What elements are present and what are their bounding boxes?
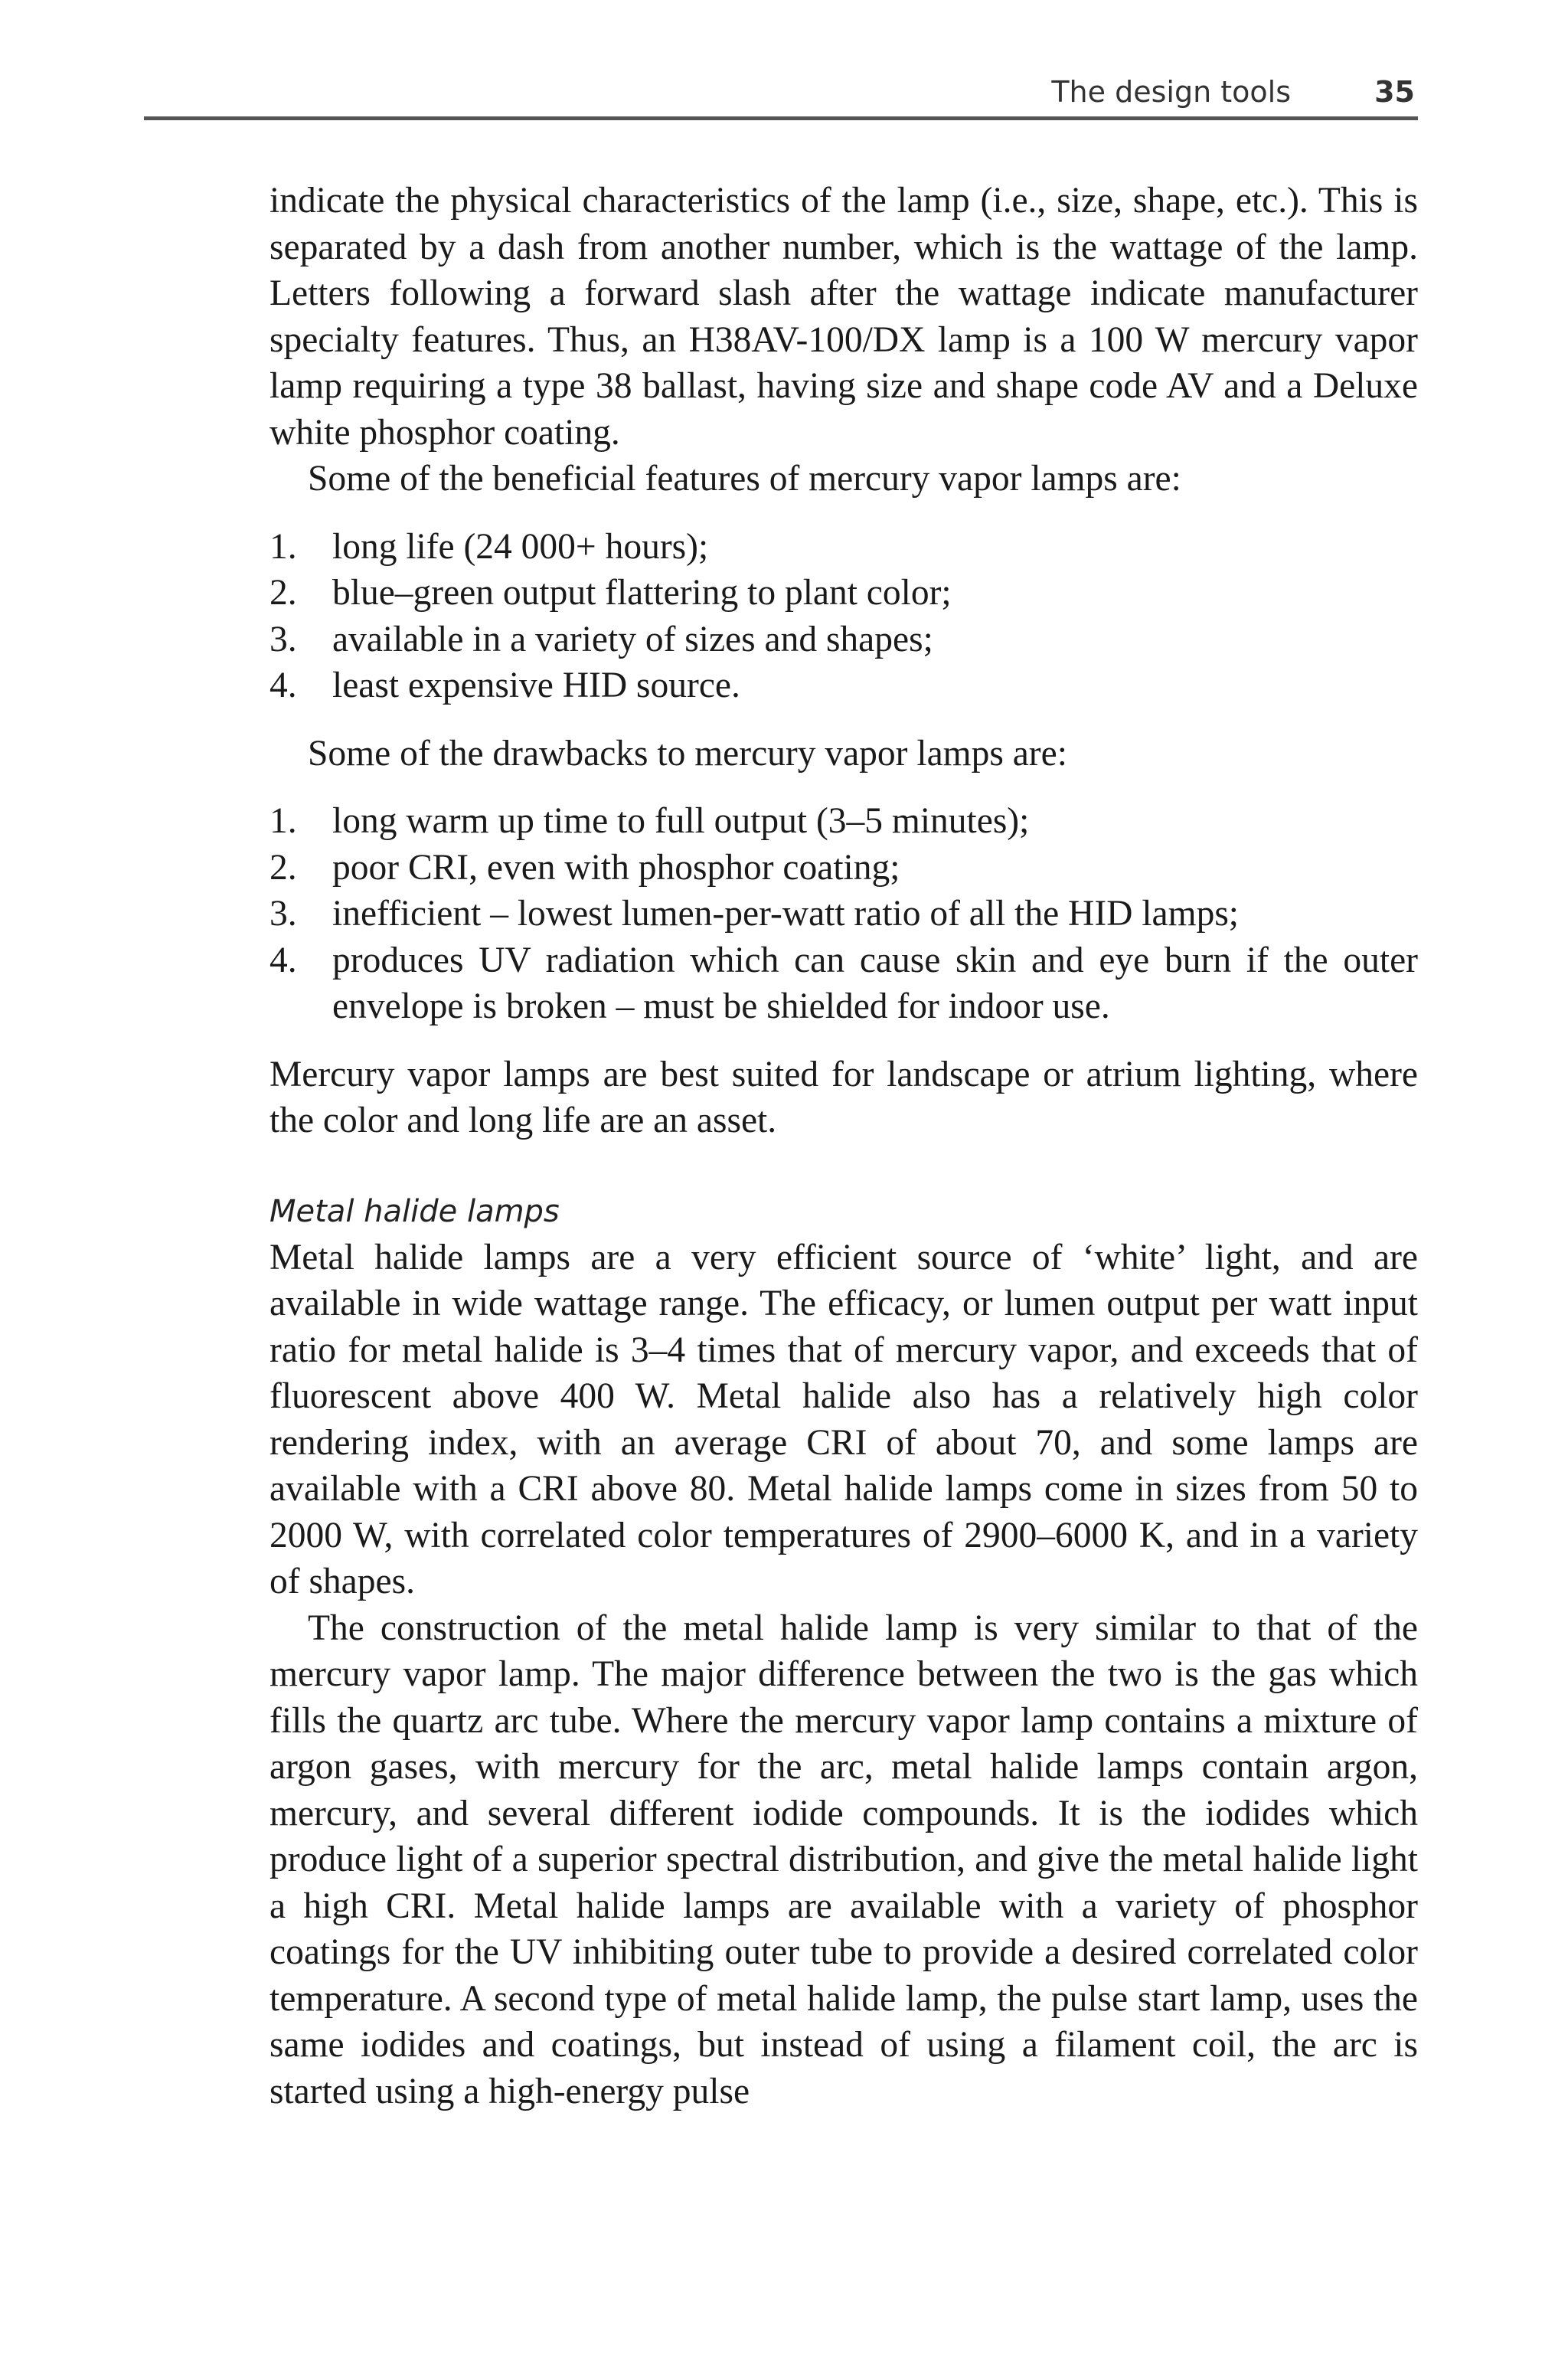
list-item (270, 937, 1418, 1030)
paragraph-benefits-intro: Some of the beneficial features of mercury vapor lamps are: (308, 459, 1181, 499)
list-number: 1. (270, 526, 297, 567)
list-item (270, 798, 1418, 845)
list-item (270, 662, 1418, 709)
list-number: 3. (270, 619, 297, 659)
list-number: 1. (270, 801, 297, 841)
list-number: 4. (270, 666, 297, 705)
list-item (270, 570, 1418, 617)
running-head-title: The design tools (1051, 75, 1291, 109)
list-text: blue–green output flattering to plant color; (332, 573, 952, 613)
list-text: poor CRI, even with phosphor coating; (332, 847, 900, 888)
running-header (144, 75, 1418, 115)
paragraph-metal-halide-construction: The construction of the metal halide lamp is very similar to that of the mercury vapor lamp. The major difference between the two is the gas which fills the quartz arc tube. Where the mercury vapor lamp contains a mixture of argon gases, with mercury for the arc, metal halide lamps contain argon, mercury, and several different iodide compounds. It is the iodides which produce light of a superior spectral distribution, and give the metal halide light a high CRI. Metal halide lamps are available with a variety of phosphor coatings for the UV inhibiting outer tube to provide a desired correlated color temperature. A second type of metal halide lamp, the pulse start lamp, uses the same iodides and coatings, but instead of using a filament coil, the arc is started using a high-energy pulse (270, 1608, 1418, 2111)
list-number: 2. (270, 573, 297, 613)
list-item (270, 524, 1418, 571)
body-text (270, 178, 1418, 2115)
list-text: available in a variety of sizes and shapes; (332, 619, 933, 659)
list-item (270, 845, 1418, 891)
benefits-list (270, 524, 1418, 709)
list-item (270, 617, 1418, 663)
list-text: produces UV radiation which can cause skin and eye burn if the outer envelope is broken – must be shielded for indoor use. (332, 940, 1418, 1026)
list-number: 4. (270, 940, 297, 980)
list-text: long life (24 000+ hours); (332, 526, 709, 567)
page-number: 35 (1374, 75, 1415, 109)
paragraph-lamp-code: indicate the physical characteristics of the lamp (i.e., size, shape, etc.). This is separated by a dash from another number, which is the wattage of the lamp. Letters following a forward slash after the wattage indicate manufacturer specialty features. Thus, an H38AV-100/DX lamp is a 100 W mercury vapor lamp requiring a type 38 ballast, having size and shape code AV and a Deluxe white phosphor coating. (270, 181, 1418, 453)
list-item (270, 891, 1418, 937)
list-text: least expensive HID source. (332, 666, 740, 705)
paragraph-metal-halide-intro: Metal halide lamps are a very efficient source of ‘white’ light, and are available in wide wattage range. The efficacy, or lumen output per watt input ratio for metal halide is 3–4 times that of mercury vapor, and exceeds that of fluorescent above 400 W. Metal halide also has a relatively high color rendering index, with an average CRI of about 70, and some lamps are available with a CRI above 80. Metal halide lamps come in sizes from 50 to 2000 W, with correlated color temperatures of 2900–6000 K, and in a variety of shapes. (270, 1237, 1418, 1601)
drawbacks-list (270, 798, 1418, 1030)
section-heading: Metal halide lamps (270, 1193, 560, 1229)
list-number: 3. (270, 894, 297, 934)
paragraph-best-suited: Mercury vapor lamps are best suited for landscape or atrium lighting, where the color and long life are an asset. (270, 1054, 1418, 1140)
list-number: 2. (270, 847, 297, 888)
list-text: inefficient – lowest lumen-per-watt ratio of all the HID lamps; (332, 894, 1239, 934)
list-text: long warm up time to full output (3–5 minutes); (332, 801, 1030, 841)
paragraph-drawbacks-intro: Some of the drawbacks to mercury vapor lamps are: (308, 733, 1067, 774)
header-rule (144, 116, 1418, 120)
